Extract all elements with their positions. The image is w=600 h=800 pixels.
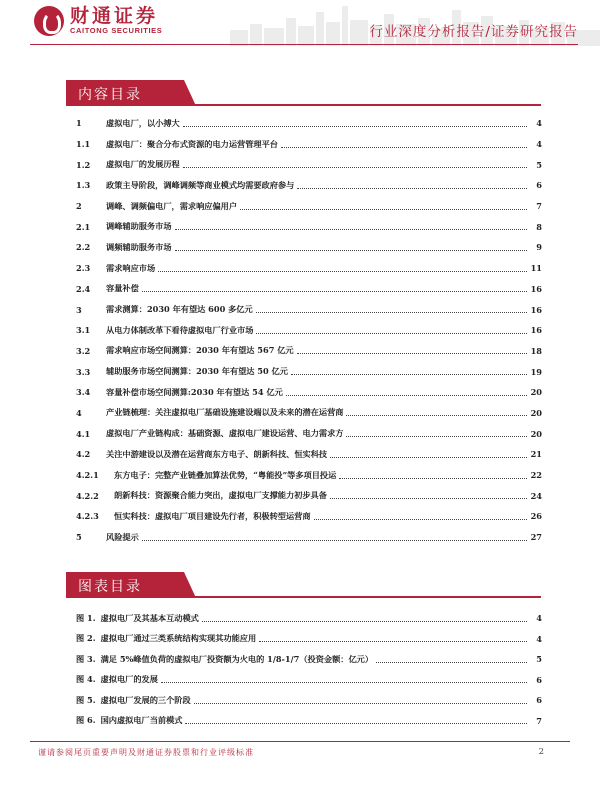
entry-number: 3.2: [76, 345, 91, 356]
entry-page: 16: [530, 304, 542, 315]
entry-number: 图 3.: [76, 653, 96, 664]
dot-leader: [376, 662, 527, 663]
caitong-logo-icon: [34, 6, 64, 36]
toc-entry[interactable]: [76, 485, 542, 506]
toc-entry[interactable]: [76, 444, 542, 465]
entry-number: 图 6.: [76, 715, 96, 726]
entry-title: 国内虚拟电厂当前模式: [100, 715, 183, 726]
entry-title: 辅助服务市场空间测算：2030 年有望达 50 亿元: [106, 366, 288, 377]
figure-entry[interactable]: [76, 690, 542, 711]
toc-section-bar: [66, 80, 541, 106]
entry-title: 需求测算：2030 年有望达 600 多亿元: [106, 304, 253, 315]
toc-entry[interactable]: [76, 341, 542, 362]
dot-leader: [256, 333, 527, 334]
dot-leader: [291, 374, 527, 375]
toc-entry[interactable]: [76, 154, 542, 175]
entry-number: 2.3: [76, 263, 91, 274]
toc-entry[interactable]: [76, 465, 542, 486]
entry-title: 满足 5%峰值负荷的虚拟电厂投资额为火电的 1/8-1/7（投资金额：亿元）: [100, 653, 374, 664]
toc-entry[interactable]: [76, 423, 542, 444]
entry-number: 图 1.: [76, 612, 96, 623]
footer-divider: [30, 741, 570, 742]
entry-number: 图 5.: [76, 694, 96, 705]
entry-title: 需求响应市场: [106, 262, 156, 273]
entry-number: 2.2: [76, 242, 91, 253]
entry-page: 20: [530, 407, 542, 418]
entry-title: 关注中游建设以及潜在运营商东方电子、朗新科技、恒实科技: [106, 448, 328, 459]
dot-leader: [240, 209, 527, 210]
entry-number: 图 2.: [76, 633, 96, 644]
entry-title: 从电力体制改革下看待虚拟电厂行业市场: [106, 324, 254, 335]
entry-page: 16: [530, 325, 542, 336]
entry-page: 4: [536, 613, 542, 624]
entry-page: 20: [530, 428, 542, 439]
dot-leader: [346, 415, 527, 416]
dot-leader: [346, 436, 527, 437]
dot-leader: [330, 457, 527, 458]
dot-leader: [183, 126, 527, 127]
dot-leader: [339, 478, 527, 479]
list-of-figures: [76, 608, 542, 731]
entry-page: 18: [530, 345, 542, 356]
dot-leader: [297, 188, 527, 189]
dot-leader: [286, 395, 527, 396]
toc-entry[interactable]: [76, 216, 542, 237]
table-of-contents: [76, 113, 542, 547]
figure-entry[interactable]: [76, 608, 542, 629]
entry-title: 调频辅助服务市场: [106, 241, 172, 252]
entry-number: 4.1: [76, 428, 91, 439]
figures-section-bar: [66, 572, 541, 598]
figure-entry[interactable]: [76, 711, 542, 732]
entry-page: 6: [536, 180, 542, 191]
dot-leader: [142, 291, 527, 292]
entry-page: 21: [530, 449, 542, 460]
entry-page: 20: [530, 387, 542, 398]
entry-title: 虚拟电厂的发展: [100, 674, 158, 685]
toc-entry[interactable]: [76, 403, 542, 424]
entry-number: 1.2: [76, 159, 91, 170]
figure-entry[interactable]: [76, 649, 542, 670]
dot-leader: [175, 229, 527, 230]
toc-entry[interactable]: [76, 237, 542, 258]
toc-entry[interactable]: [76, 320, 542, 341]
toc-entry[interactable]: [76, 527, 542, 548]
entry-number: 1.1: [76, 139, 91, 150]
entry-title: 恒实科技：虚拟电厂项目建设先行者，积极转型运营商: [114, 510, 311, 521]
entry-title: 虚拟电厂：聚合分布式资源的电力运营管理平台: [106, 138, 278, 149]
entry-page: 8: [536, 221, 542, 232]
entry-number: 5: [76, 532, 82, 543]
entry-page: 6: [536, 674, 542, 685]
entry-number: 4.2: [76, 449, 91, 460]
dot-leader: [175, 250, 527, 251]
dot-leader: [314, 519, 527, 520]
entry-page: 26: [530, 511, 542, 522]
entry-title: 东方电子：完整产业链叠加算法优势，“粤能投”等多项目投运: [114, 469, 337, 480]
entry-page: 5: [536, 654, 542, 665]
toc-entry[interactable]: [76, 299, 542, 320]
entry-page: 4: [536, 118, 542, 129]
entry-title: 虚拟电厂的发展历程: [106, 159, 180, 170]
toc-entry[interactable]: [76, 361, 542, 382]
toc-entry[interactable]: [76, 279, 542, 300]
entry-number: 3: [76, 304, 82, 315]
entry-page: 19: [530, 366, 542, 377]
entry-title: 虚拟电厂通过三类系统结构实现其功能应用: [100, 633, 257, 644]
entry-page: 11: [530, 263, 542, 274]
entry-page: 7: [536, 201, 542, 212]
entry-title: 虚拟电厂，以小搏大: [106, 117, 180, 128]
figures-heading: 图表目录: [78, 579, 142, 595]
entry-number: 3.1: [76, 325, 91, 336]
entry-title: 虚拟电厂发展的三个阶段: [100, 694, 191, 705]
report-type-title: 行业深度分析报告/证券研究报告: [369, 24, 578, 40]
logo-name-cn: 财通证券: [70, 5, 159, 27]
entry-title: 政策主导阶段，调峰调频等商业模式均需要政府参与: [106, 179, 295, 190]
entry-page: 7: [536, 715, 542, 726]
figure-entry[interactable]: [76, 670, 542, 691]
dot-leader: [259, 641, 527, 642]
dot-leader: [183, 167, 527, 168]
entry-title: 调峰辅助服务市场: [106, 221, 172, 232]
entry-number: 4.2.1: [76, 470, 99, 481]
entry-title: 风险提示: [106, 531, 139, 542]
toc-entry[interactable]: [76, 196, 542, 217]
dot-leader: [142, 540, 527, 541]
entry-page: 24: [530, 490, 542, 501]
dot-leader: [158, 271, 527, 272]
entry-number: 3.4: [76, 387, 91, 398]
entry-number: 3.3: [76, 366, 91, 377]
entry-page: 22: [530, 470, 542, 481]
toc-entry[interactable]: [76, 113, 542, 134]
toc-entry[interactable]: [76, 506, 542, 527]
entry-page: 4: [536, 633, 542, 644]
page-number: 2: [538, 747, 544, 757]
caitong-logo: [34, 6, 162, 36]
dot-leader: [185, 723, 527, 724]
entry-page: 16: [530, 283, 542, 294]
entry-number: 4: [76, 407, 82, 418]
toc-entry[interactable]: [76, 382, 542, 403]
toc-heading: 内容目录: [78, 87, 142, 103]
entry-title: 调峰、调频偏电厂，需求响应偏用户: [106, 200, 238, 211]
entry-title: 朗新科技：资源聚合能力突出，虚拟电厂支撑能力初步具备: [114, 490, 327, 501]
entry-title: 需求响应市场空间测算：2030 年有望达 567 亿元: [106, 345, 294, 356]
entry-number: 1: [76, 118, 82, 129]
dot-leader: [330, 498, 527, 499]
entry-number: 2: [76, 201, 82, 212]
entry-number: 4.2.3: [76, 511, 99, 522]
dot-leader: [161, 682, 527, 683]
dot-leader: [281, 147, 527, 148]
figure-entry[interactable]: [76, 629, 542, 650]
entry-page: 6: [536, 695, 542, 706]
toc-entry[interactable]: [76, 134, 542, 155]
dot-leader: [297, 353, 527, 354]
entry-page: 4: [536, 139, 542, 150]
dot-leader: [202, 621, 527, 622]
entry-number: 2.1: [76, 221, 91, 232]
toc-entry[interactable]: [76, 175, 542, 196]
entry-title: 容量补偿: [106, 283, 139, 294]
entry-title: 产业链梳理：关注虚拟电厂基础设施建设端以及未来的潜在运营商: [106, 407, 344, 418]
entry-number: 4.2.2: [76, 490, 99, 501]
dot-leader: [194, 703, 527, 704]
entry-page: 5: [536, 159, 542, 170]
dot-leader: [256, 312, 527, 313]
logo-name-en: CAITONG SECURITIES: [70, 26, 163, 35]
entry-page: 27: [530, 532, 542, 543]
entry-title: 虚拟电厂产业链构成：基础资源、虚拟电厂建设运营、电力需求方: [106, 428, 344, 439]
entry-title: 虚拟电厂及其基本互动模式: [100, 612, 199, 623]
header-divider: [30, 44, 578, 45]
entry-title: 容量补偿市场空间测算:2030 年有望达 54 亿元: [106, 386, 283, 397]
page-header: [0, 0, 600, 50]
entry-number: 图 4.: [76, 674, 96, 685]
footer-disclaimer: 谨请参阅尾页重要声明及财通证券股票和行业评级标准: [38, 748, 254, 757]
entry-number: 2.4: [76, 283, 91, 294]
toc-entry[interactable]: [76, 258, 542, 279]
entry-number: 1.3: [76, 180, 91, 191]
entry-page: 9: [536, 242, 542, 253]
